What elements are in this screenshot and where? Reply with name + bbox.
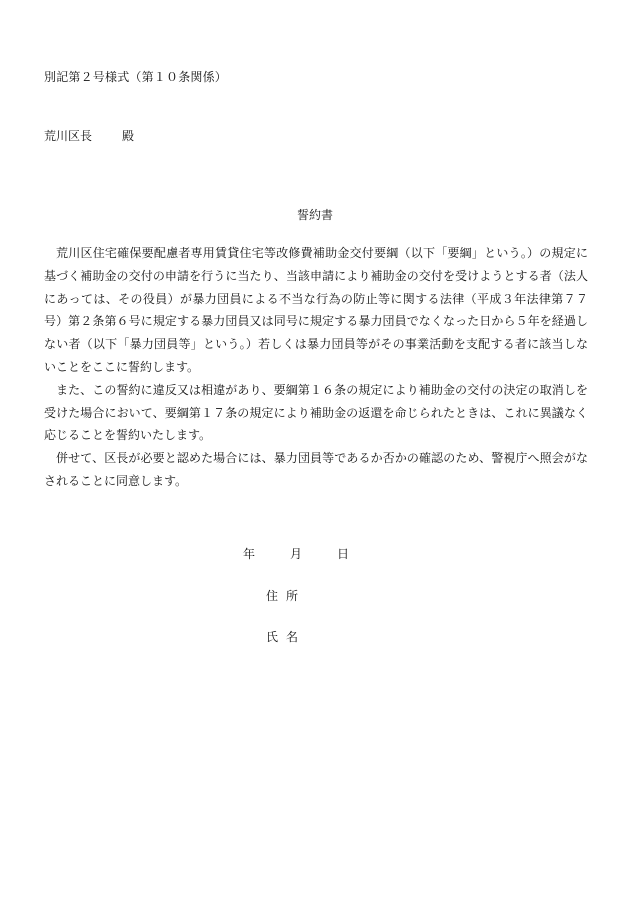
body-paragraph-2: また、この誓約に違反又は相違があり、要綱第１６条の規定により補助金の交付の決定の取消しを受けた場合において、要綱第１７条の規定により補助金の返還を命じられたときは、これに異議なく応じることを誓約いたします。 — [44, 382, 588, 443]
body-paragraph-1: 荒川区住宅確保要配慮者専用賃貸住宅等改修費補助金交付要綱（以下「要綱」という。）の規定に基づく補助金の交付の申請を行うに当たり、当該申請により補助金の交付を受けようとする者（法人にあっては、その役員）が暴力団員による不当な行為の防止等に関する法律（平成３年法律第７７号）第２条第６号に規定する暴力団員又は同号に規定する暴力団員でなくなった日から５年を経過しない者（以下「暴力団員等」という。）若しくは暴力団員等がその事業活動を支配する者に該当しないことをここに誓約します。 — [44, 246, 588, 374]
body-paragraph-3: 併せて、区長が必要と認めた場合には、暴力団員等であるか否かの確認のため、警視庁へ照会がなされることに同意します。 — [44, 451, 588, 488]
addressee — [44, 127, 134, 144]
addressee-honorific: 殿 — [122, 129, 135, 143]
name-label: 氏名 — [266, 630, 307, 644]
date-month-label: 月 — [290, 547, 303, 561]
address-label: 住所 — [266, 589, 307, 603]
document-body — [44, 242, 588, 493]
form-reference: 別記第２号様式（第１０条関係） — [44, 70, 228, 84]
date-year-label: 年 — [243, 547, 256, 561]
document-title: 誓約書 — [296, 208, 333, 222]
date-day-label: 日 — [337, 547, 350, 561]
addressee-name: 荒川区長 — [44, 129, 93, 143]
